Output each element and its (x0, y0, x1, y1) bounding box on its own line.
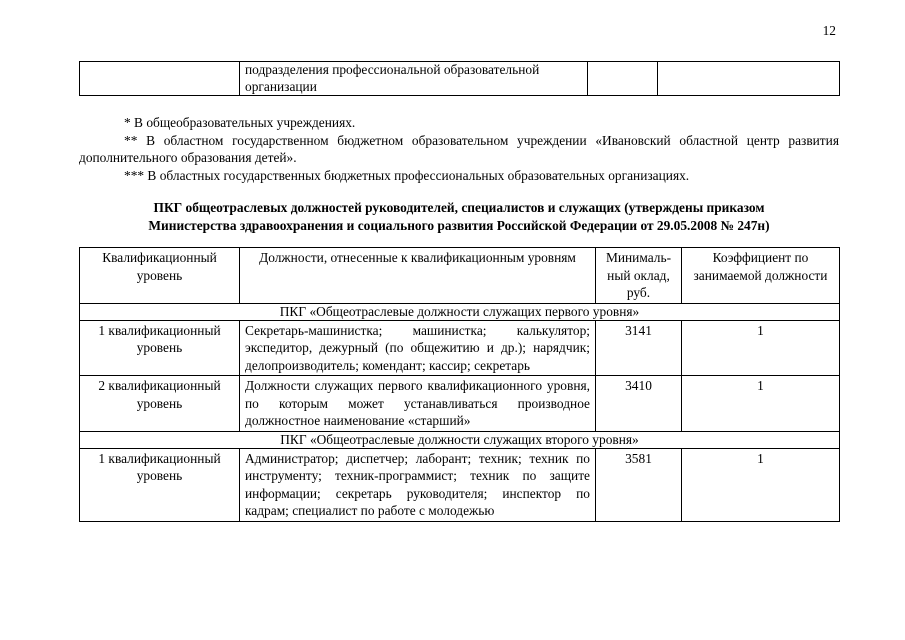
footnote: * В общеобразовательных учреждениях. (124, 115, 356, 130)
continued-table (79, 61, 840, 96)
qualification-level: 1 квалификационный уровень (80, 320, 240, 376)
column-header: Минималь-ный оклад, руб. (596, 248, 682, 304)
column-header: Должности, отнесенные к квалификационным уровням (240, 248, 596, 304)
section-heading (79, 199, 839, 234)
heading-line: ПКГ общеотраслевых должностей руководителей, специалистов и служащих (утверждены приказом (153, 200, 765, 215)
page-number: 12 (822, 23, 836, 38)
heading-line: Министерства здравоохранения и социального развития Российской Федерации от 29.05.2008 № 247н) (148, 217, 770, 233)
table-row (80, 448, 840, 521)
group-row (80, 431, 840, 448)
footnote: *** В областных государственных бюджетных профессиональных образовательных организациях. (124, 167, 690, 183)
table-header-row (80, 248, 840, 304)
qualification-level: 2 квалификационный уровень (80, 376, 240, 432)
table-row (80, 320, 840, 376)
min-salary: 3410 (596, 376, 682, 432)
group-row (80, 303, 840, 320)
table-cell: подразделения профессиональной образовательной организации (240, 62, 588, 96)
footnotes (79, 114, 839, 184)
coefficient: 1 (682, 376, 840, 432)
positions-list: Секретарь-машинистка; машинистка; калькулятор; экспедитор, дежурный (по общежитию и др.); нарядчик; делопроизводитель; комендант; кассир; секретарь (240, 320, 596, 376)
positions-list: Должности служащих первого квалификационного уровня, по которым может устанавливаться производное должностное наименование «старший» (240, 376, 596, 432)
table-row (80, 62, 840, 96)
min-salary: 3141 (596, 320, 682, 376)
coefficient: 1 (682, 320, 840, 376)
group-title: ПКГ «Общеотраслевые должности служащих второго уровня» (80, 431, 840, 448)
positions-list: Администратор; диспетчер; лаборант; техник; техник по инструменту; техник-программист; техник по защите информации; секретарь руководителя; инспектор по кадрам; специалист по работе с молодежью (240, 448, 596, 521)
column-header: Коэффициент по занимаемой должности (682, 248, 840, 304)
table-row (80, 376, 840, 432)
group-title: ПКГ «Общеотраслевые должности служащих первого уровня» (80, 303, 840, 320)
column-header: Квалификационный уровень (80, 248, 240, 304)
min-salary: 3581 (596, 448, 682, 521)
footnote: ** В областном государственном бюджетном образовательном учреждении «Ивановский областной центр развития дополнительного образования детей». (79, 132, 839, 165)
coefficient: 1 (682, 448, 840, 521)
salary-table (79, 247, 840, 522)
table-cell (588, 62, 658, 96)
table-cell (658, 62, 840, 96)
table-cell (80, 62, 240, 96)
qualification-level: 1 квалификационный уровень (80, 448, 240, 521)
